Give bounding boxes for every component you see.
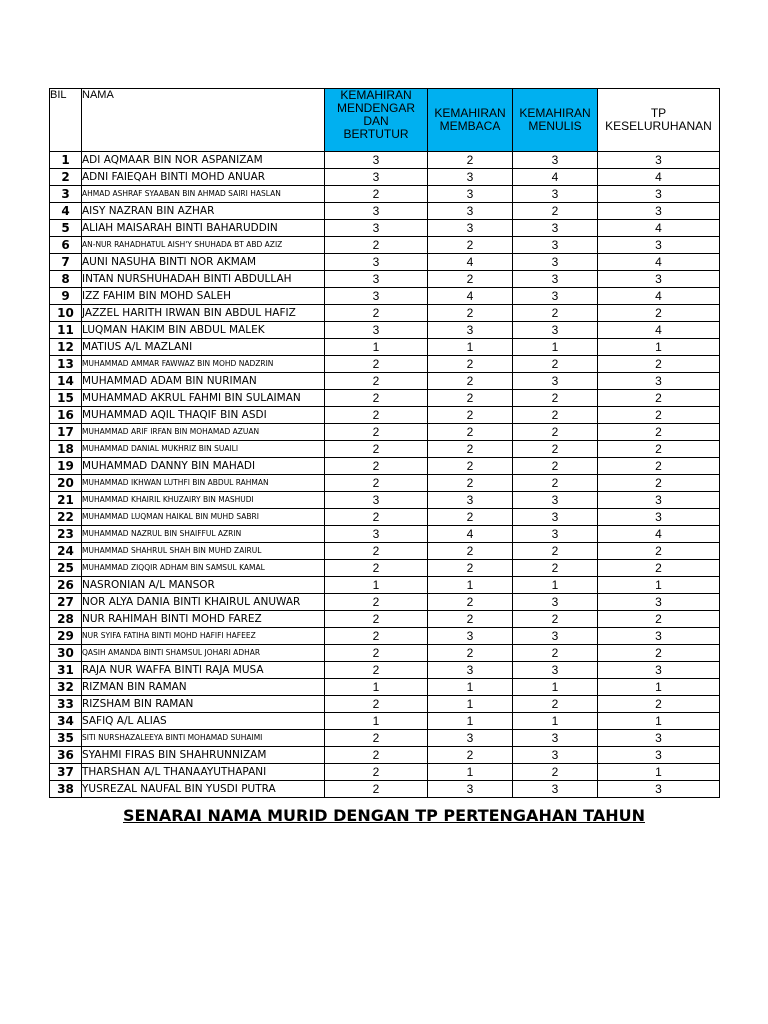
listening-speaking-cell: 3 <box>325 492 428 509</box>
row-number-cell: 23 <box>50 526 82 543</box>
writing-cell: 4 <box>513 169 598 186</box>
row-number-cell: 27 <box>50 594 82 611</box>
overall-tp-cell: 2 <box>598 390 720 407</box>
writing-cell: 2 <box>513 696 598 713</box>
writing-cell: 3 <box>513 628 598 645</box>
row-number-cell: 5 <box>50 220 82 237</box>
writing-cell: 1 <box>513 679 598 696</box>
listening-speaking-cell: 3 <box>325 526 428 543</box>
table-row <box>50 747 720 764</box>
table-row <box>50 271 720 288</box>
overall-tp-cell: 4 <box>598 254 720 271</box>
listening-speaking-cell: 2 <box>325 730 428 747</box>
overall-tp-cell: 4 <box>598 220 720 237</box>
table-row <box>50 696 720 713</box>
reading-cell: 1 <box>428 713 513 730</box>
writing-cell: 3 <box>513 747 598 764</box>
table-row <box>50 441 720 458</box>
table-row <box>50 628 720 645</box>
overall-tp-cell: 2 <box>598 407 720 424</box>
listening-speaking-cell: 2 <box>325 424 428 441</box>
student-name-cell: RIZSHAM BIN RAMAN <box>82 696 325 713</box>
row-number-cell: 10 <box>50 305 82 322</box>
reading-cell: 1 <box>428 696 513 713</box>
table-row <box>50 662 720 679</box>
overall-tp-cell: 3 <box>598 373 720 390</box>
overall-tp-cell: 2 <box>598 611 720 628</box>
writing-cell: 3 <box>513 662 598 679</box>
row-number-cell: 9 <box>50 288 82 305</box>
listening-speaking-cell: 2 <box>325 747 428 764</box>
row-number-cell: 30 <box>50 645 82 662</box>
listening-speaking-cell: 2 <box>325 305 428 322</box>
reading-cell: 2 <box>428 152 513 169</box>
table-row <box>50 288 720 305</box>
overall-tp-cell: 2 <box>598 441 720 458</box>
student-name-cell: ADNI FAIEQAH BINTI MOHD ANUAR <box>82 169 325 186</box>
listening-speaking-cell: 2 <box>325 458 428 475</box>
writing-cell: 3 <box>513 730 598 747</box>
writing-cell: 2 <box>513 305 598 322</box>
table-row <box>50 713 720 730</box>
listening-speaking-cell: 2 <box>325 662 428 679</box>
overall-tp-cell: 2 <box>598 458 720 475</box>
writing-cell: 1 <box>513 577 598 594</box>
writing-cell: 3 <box>513 594 598 611</box>
listening-speaking-cell: 3 <box>325 288 428 305</box>
student-name-cell: MUHAMMAD NAZRUL BIN SHAIFFUL AZRIN <box>82 526 325 543</box>
listening-speaking-cell: 1 <box>325 713 428 730</box>
row-number-cell: 6 <box>50 237 82 254</box>
overall-tp-cell: 3 <box>598 509 720 526</box>
overall-tp-cell: 2 <box>598 645 720 662</box>
reading-cell: 2 <box>428 390 513 407</box>
row-number-cell: 36 <box>50 747 82 764</box>
table-row <box>50 577 720 594</box>
reading-cell: 3 <box>428 628 513 645</box>
overall-tp-cell: 2 <box>598 475 720 492</box>
student-name-cell: MUHAMMAD DANIAL MUKHRIZ BIN SUAILI <box>82 441 325 458</box>
table-row <box>50 475 720 492</box>
overall-tp-cell: 3 <box>598 271 720 288</box>
table-row <box>50 492 720 509</box>
student-name-cell: MUHAMMAD ADAM BIN NURIMAN <box>82 373 325 390</box>
reading-cell: 3 <box>428 492 513 509</box>
row-number-cell: 32 <box>50 679 82 696</box>
student-name-cell: AISY NAZRAN BIN AZHAR <box>82 203 325 220</box>
row-number-cell: 11 <box>50 322 82 339</box>
student-name-cell: RIZMAN BIN RAMAN <box>82 679 325 696</box>
writing-cell: 2 <box>513 356 598 373</box>
reading-cell: 1 <box>428 577 513 594</box>
listening-speaking-cell: 2 <box>325 441 428 458</box>
table-row <box>50 679 720 696</box>
student-tp-table <box>49 88 720 798</box>
table-row <box>50 339 720 356</box>
reading-cell: 3 <box>428 662 513 679</box>
overall-tp-cell: 3 <box>598 747 720 764</box>
overall-tp-cell: 3 <box>598 594 720 611</box>
student-name-cell: NOR ALYA DANIA BINTI KHAIRUL ANUWAR <box>82 594 325 611</box>
row-number-cell: 37 <box>50 764 82 781</box>
reading-cell: 2 <box>428 356 513 373</box>
reading-cell: 3 <box>428 730 513 747</box>
listening-speaking-cell: 2 <box>325 594 428 611</box>
reading-cell: 3 <box>428 186 513 203</box>
reading-cell: 2 <box>428 747 513 764</box>
listening-speaking-cell: 2 <box>325 509 428 526</box>
overall-tp-cell: 3 <box>598 152 720 169</box>
writing-cell: 1 <box>513 339 598 356</box>
reading-cell: 2 <box>428 373 513 390</box>
header-bil: BIL <box>50 89 82 152</box>
row-number-cell: 21 <box>50 492 82 509</box>
table-row <box>50 781 720 798</box>
row-number-cell: 17 <box>50 424 82 441</box>
student-name-cell: YUSREZAL NAUFAL BIN YUSDI PUTRA <box>82 781 325 798</box>
student-name-cell: RAJA NUR WAFFA BINTI RAJA MUSA <box>82 662 325 679</box>
table-row <box>50 764 720 781</box>
row-number-cell: 19 <box>50 458 82 475</box>
table-body <box>50 152 720 798</box>
listening-speaking-cell: 2 <box>325 628 428 645</box>
reading-cell: 4 <box>428 526 513 543</box>
row-number-cell: 12 <box>50 339 82 356</box>
reading-cell: 3 <box>428 781 513 798</box>
reading-cell: 2 <box>428 611 513 628</box>
table-row <box>50 220 720 237</box>
header-overall-tp: TP KESELURUHANAN <box>598 89 720 152</box>
overall-tp-cell: 3 <box>598 492 720 509</box>
writing-cell: 2 <box>513 645 598 662</box>
row-number-cell: 34 <box>50 713 82 730</box>
table-row <box>50 356 720 373</box>
student-name-cell: JAZZEL HARITH IRWAN BIN ABDUL HAFIZ <box>82 305 325 322</box>
student-name-cell: NASRONIAN A/L MANSOR <box>82 577 325 594</box>
student-name-cell: LUQMAN HAKIM BIN ABDUL MALEK <box>82 322 325 339</box>
writing-cell: 2 <box>513 203 598 220</box>
row-number-cell: 22 <box>50 509 82 526</box>
student-name-cell: AUNI NASUHA BINTI NOR AKMAM <box>82 254 325 271</box>
writing-cell: 2 <box>513 441 598 458</box>
table-row <box>50 390 720 407</box>
row-number-cell: 24 <box>50 543 82 560</box>
header-nama: NAMA <box>82 89 325 152</box>
row-number-cell: 26 <box>50 577 82 594</box>
row-number-cell: 20 <box>50 475 82 492</box>
student-name-cell: ADI AQMAAR BIN NOR ASPANIZAM <box>82 152 325 169</box>
row-number-cell: 15 <box>50 390 82 407</box>
writing-cell: 3 <box>513 288 598 305</box>
overall-tp-cell: 1 <box>598 764 720 781</box>
reading-cell: 1 <box>428 764 513 781</box>
reading-cell: 2 <box>428 458 513 475</box>
header-writing: KEMAHIRAN MENULIS <box>513 89 598 152</box>
listening-speaking-cell: 1 <box>325 577 428 594</box>
overall-tp-cell: 2 <box>598 424 720 441</box>
student-name-cell: THARSHAN A/L THANAAYUTHAPANI <box>82 764 325 781</box>
table-row <box>50 186 720 203</box>
writing-cell: 2 <box>513 560 598 577</box>
row-number-cell: 3 <box>50 186 82 203</box>
writing-cell: 1 <box>513 713 598 730</box>
listening-speaking-cell: 2 <box>325 390 428 407</box>
writing-cell: 3 <box>513 152 598 169</box>
writing-cell: 3 <box>513 781 598 798</box>
table-row <box>50 645 720 662</box>
header-reading: KEMAHIRAN MEMBACA <box>428 89 513 152</box>
reading-cell: 3 <box>428 203 513 220</box>
overall-tp-cell: 4 <box>598 322 720 339</box>
writing-cell: 2 <box>513 764 598 781</box>
reading-cell: 1 <box>428 679 513 696</box>
student-name-cell: MATIUS A/L MAZLANI <box>82 339 325 356</box>
listening-speaking-cell: 3 <box>325 271 428 288</box>
writing-cell: 2 <box>513 475 598 492</box>
listening-speaking-cell: 2 <box>325 186 428 203</box>
writing-cell: 2 <box>513 424 598 441</box>
row-number-cell: 13 <box>50 356 82 373</box>
writing-cell: 3 <box>513 186 598 203</box>
table-row <box>50 305 720 322</box>
listening-speaking-cell: 2 <box>325 475 428 492</box>
writing-cell: 3 <box>513 271 598 288</box>
student-name-cell: NUR RAHIMAH BINTI MOHD FAREZ <box>82 611 325 628</box>
table-row <box>50 169 720 186</box>
writing-cell: 3 <box>513 492 598 509</box>
table-row <box>50 373 720 390</box>
listening-speaking-cell: 2 <box>325 560 428 577</box>
overall-tp-cell: 1 <box>598 339 720 356</box>
overall-tp-cell: 3 <box>598 628 720 645</box>
row-number-cell: 7 <box>50 254 82 271</box>
overall-tp-cell: 1 <box>598 679 720 696</box>
reading-cell: 1 <box>428 339 513 356</box>
reading-cell: 2 <box>428 305 513 322</box>
reading-cell: 4 <box>428 254 513 271</box>
reading-cell: 2 <box>428 424 513 441</box>
table-row <box>50 322 720 339</box>
listening-speaking-cell: 3 <box>325 169 428 186</box>
overall-tp-cell: 2 <box>598 696 720 713</box>
listening-speaking-cell: 2 <box>325 543 428 560</box>
row-number-cell: 33 <box>50 696 82 713</box>
student-name-cell: SAFIQ A/L ALIAS <box>82 713 325 730</box>
listening-speaking-cell: 2 <box>325 764 428 781</box>
student-name-cell: NUR SYIFA FATIHA BINTI MOHD HAFIFI HAFEEZ <box>82 628 325 645</box>
listening-speaking-cell: 3 <box>325 203 428 220</box>
listening-speaking-cell: 2 <box>325 373 428 390</box>
table-row <box>50 730 720 747</box>
header-listening-speaking: KEMAHIRAN MENDENGAR DAN BERTUTUR <box>325 89 428 152</box>
writing-cell: 2 <box>513 407 598 424</box>
table-row <box>50 543 720 560</box>
overall-tp-cell: 3 <box>598 203 720 220</box>
table-row <box>50 526 720 543</box>
table-row <box>50 611 720 628</box>
row-number-cell: 16 <box>50 407 82 424</box>
reading-cell: 2 <box>428 543 513 560</box>
reading-cell: 3 <box>428 169 513 186</box>
student-name-cell: MUHAMMAD AQIL THAQIF BIN ASDI <box>82 407 325 424</box>
overall-tp-cell: 2 <box>598 305 720 322</box>
table-row <box>50 458 720 475</box>
writing-cell: 3 <box>513 322 598 339</box>
table-row <box>50 509 720 526</box>
student-name-cell: AN-NUR RAHADHATUL AISH'Y SHUHADA BT ABD AZIZ <box>82 237 325 254</box>
reading-cell: 2 <box>428 475 513 492</box>
overall-tp-cell: 3 <box>598 237 720 254</box>
student-name-cell: MUHAMMAD ARIF IRFAN BIN MOHAMAD AZUAN <box>82 424 325 441</box>
row-number-cell: 1 <box>50 152 82 169</box>
student-name-cell: MUHAMMAD DANNY BIN MAHADI <box>82 458 325 475</box>
writing-cell: 3 <box>513 526 598 543</box>
listening-speaking-cell: 1 <box>325 339 428 356</box>
writing-cell: 2 <box>513 543 598 560</box>
student-name-cell: MUHAMMAD SHAHRUL SHAH BIN MUHD ZAIRUL <box>82 543 325 560</box>
listening-speaking-cell: 2 <box>325 237 428 254</box>
row-number-cell: 31 <box>50 662 82 679</box>
student-name-cell: AHMAD ASHRAF SYAABAN BIN AHMAD SAIRI HASLAN <box>82 186 325 203</box>
writing-cell: 3 <box>513 237 598 254</box>
table-row <box>50 594 720 611</box>
overall-tp-cell: 4 <box>598 288 720 305</box>
student-name-cell: INTAN NURSHUHADAH BINTI ABDULLAH <box>82 271 325 288</box>
table-row <box>50 560 720 577</box>
overall-tp-cell: 4 <box>598 169 720 186</box>
reading-cell: 2 <box>428 509 513 526</box>
row-number-cell: 25 <box>50 560 82 577</box>
table-row <box>50 424 720 441</box>
student-name-cell: MUHAMMAD ZIQQIR ADHAM BIN SAMSUL KAMAL <box>82 560 325 577</box>
table-row <box>50 152 720 169</box>
row-number-cell: 14 <box>50 373 82 390</box>
student-name-cell: SITI NURSHAZALEEYA BINTI MOHAMAD SUHAIMI <box>82 730 325 747</box>
writing-cell: 2 <box>513 390 598 407</box>
writing-cell: 2 <box>513 611 598 628</box>
row-number-cell: 35 <box>50 730 82 747</box>
listening-speaking-cell: 2 <box>325 611 428 628</box>
reading-cell: 2 <box>428 271 513 288</box>
overall-tp-cell: 2 <box>598 560 720 577</box>
writing-cell: 3 <box>513 220 598 237</box>
reading-cell: 2 <box>428 645 513 662</box>
table-row <box>50 237 720 254</box>
reading-cell: 2 <box>428 441 513 458</box>
student-name-cell: QASIH AMANDA BINTI SHAMSUL JOHARI ADHAR <box>82 645 325 662</box>
overall-tp-cell: 4 <box>598 526 720 543</box>
row-number-cell: 8 <box>50 271 82 288</box>
overall-tp-cell: 3 <box>598 781 720 798</box>
listening-speaking-cell: 2 <box>325 645 428 662</box>
listening-speaking-cell: 2 <box>325 781 428 798</box>
reading-cell: 3 <box>428 220 513 237</box>
listening-speaking-cell: 2 <box>325 407 428 424</box>
reading-cell: 2 <box>428 560 513 577</box>
row-number-cell: 18 <box>50 441 82 458</box>
reading-cell: 2 <box>428 407 513 424</box>
row-number-cell: 28 <box>50 611 82 628</box>
student-name-cell: MUHAMMAD AKRUL FAHMI BIN SULAIMAN <box>82 390 325 407</box>
overall-tp-cell: 2 <box>598 543 720 560</box>
row-number-cell: 38 <box>50 781 82 798</box>
student-name-cell: MUHAMMAD KHAIRIL KHUZAIRY BIN MASHUDI <box>82 492 325 509</box>
reading-cell: 4 <box>428 288 513 305</box>
reading-cell: 3 <box>428 322 513 339</box>
listening-speaking-cell: 3 <box>325 152 428 169</box>
writing-cell: 3 <box>513 509 598 526</box>
listening-speaking-cell: 2 <box>325 696 428 713</box>
student-name-cell: MUHAMMAD AMMAR FAWWAZ BIN MOHD NADZRIN <box>82 356 325 373</box>
reading-cell: 2 <box>428 594 513 611</box>
listening-speaking-cell: 2 <box>325 356 428 373</box>
writing-cell: 2 <box>513 458 598 475</box>
student-name-cell: MUHAMMAD IKHWAN LUTHFI BIN ABDUL RAHMAN <box>82 475 325 492</box>
overall-tp-cell: 1 <box>598 577 720 594</box>
table-row <box>50 254 720 271</box>
overall-tp-cell: 3 <box>598 662 720 679</box>
overall-tp-cell: 1 <box>598 713 720 730</box>
listening-speaking-cell: 3 <box>325 322 428 339</box>
table-row <box>50 203 720 220</box>
reading-cell: 2 <box>428 237 513 254</box>
writing-cell: 3 <box>513 373 598 390</box>
table-header <box>50 89 720 152</box>
writing-cell: 3 <box>513 254 598 271</box>
listening-speaking-cell: 3 <box>325 220 428 237</box>
student-name-cell: MUHAMMAD LUQMAN HAIKAL BIN MUHD SABRI <box>82 509 325 526</box>
row-number-cell: 2 <box>50 169 82 186</box>
listening-speaking-cell: 3 <box>325 254 428 271</box>
student-name-cell: SYAHMI FIRAS BIN SHAHRUNNIZAM <box>82 747 325 764</box>
row-number-cell: 29 <box>50 628 82 645</box>
student-name-cell: IZZ FAHIM BIN MOHD SALEH <box>82 288 325 305</box>
overall-tp-cell: 2 <box>598 356 720 373</box>
table-row <box>50 407 720 424</box>
listening-speaking-cell: 1 <box>325 679 428 696</box>
table-caption: SENARAI NAMA MURID DENGAN TP PERTENGAHAN TAHUN <box>123 806 645 825</box>
student-name-cell: ALIAH MAISARAH BINTI BAHARUDDIN <box>82 220 325 237</box>
row-number-cell: 4 <box>50 203 82 220</box>
overall-tp-cell: 3 <box>598 730 720 747</box>
overall-tp-cell: 3 <box>598 186 720 203</box>
